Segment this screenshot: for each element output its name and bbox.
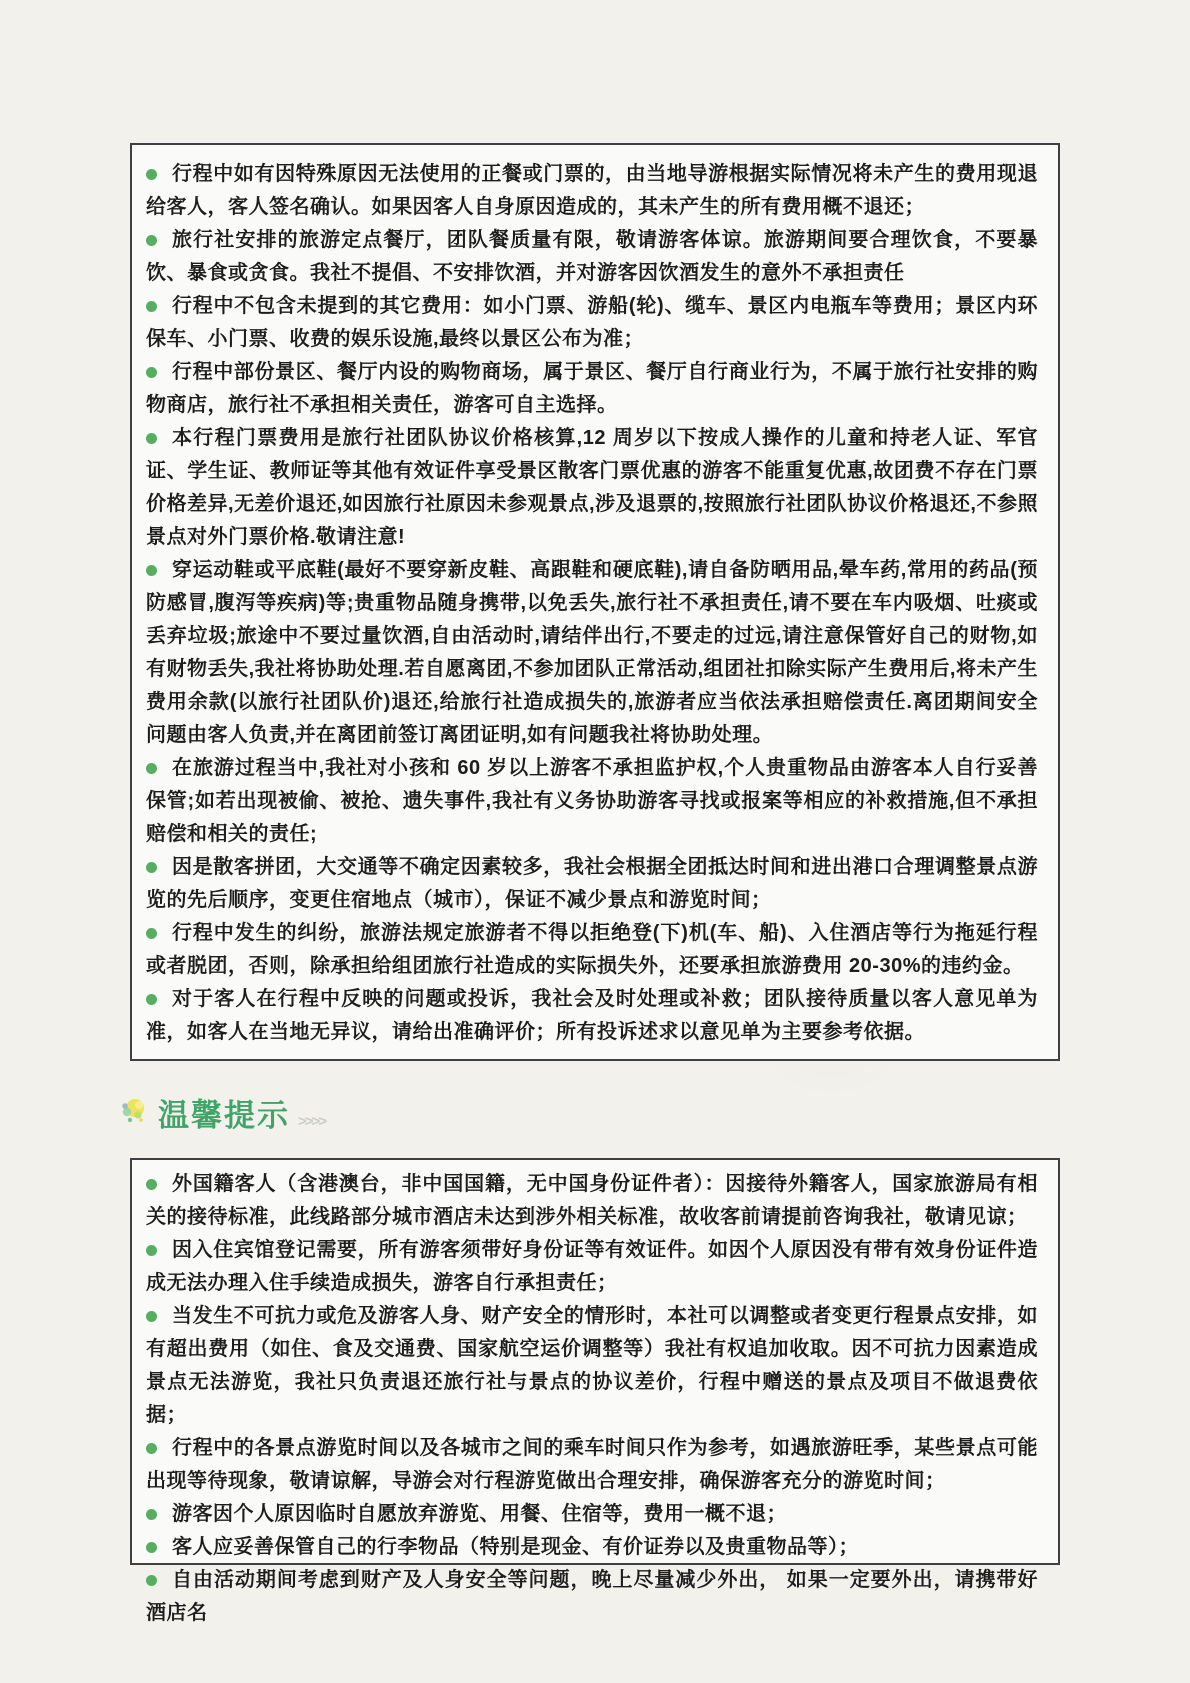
terms-list-item <box>132 917 1038 983</box>
terms-list-item <box>132 983 1038 1049</box>
tips-list-item <box>132 1531 1038 1564</box>
terms-list-item <box>132 290 1038 356</box>
lightbulb-icon <box>116 1095 150 1129</box>
terms-item-text: 在旅游过程当中,我社对小孩和 60 岁以上游客不承担监护权,个人贵重物品由游客本人自行妥善保管;如若出现被偷、被抢、遗失事件,我社有义务协助游客寻找或报案等相应的补救措施,但不承担赔偿和相关的责任; <box>146 757 1038 845</box>
green-bullet-icon <box>146 1509 157 1520</box>
green-bullet-icon <box>146 862 157 873</box>
terms-item-text: 行程中不包含未提到的其它费用：如小门票、游船(轮)、缆车、景区内电瓶车等费用；景区内环保车、小门票、收费的娱乐设施,最终以景区公布为准； <box>146 295 1038 350</box>
terms-list-item <box>132 422 1038 554</box>
terms-item-text: 对于客人在行程中反映的问题或投诉，我社会及时处理或补救；团队接待质量以客人意见单为准，如客人在当地无异议，请给出准确评价；所有投诉述求以意见单为主要参考依据。 <box>146 988 1038 1043</box>
green-bullet-icon <box>146 367 157 378</box>
green-bullet-icon <box>146 1542 157 1553</box>
tips-item-text: 自由活动期间考虑到财产及人身安全等问题，晚上尽量减少外出， 如果一定要外出，请携带好酒店名 <box>146 1569 1038 1624</box>
green-bullet-icon <box>146 1245 157 1256</box>
green-bullet-icon <box>146 1443 157 1454</box>
terms-item-text: 行程中发生的纠纷，旅游法规定旅游者不得以拒绝登(下)机(车、船)、入住酒店等行为拖延行程或者脱团，否则，除承担给组团旅行社造成的实际损失外，还要承担旅游费用 20-30%的违约金。 <box>146 922 1038 977</box>
terms-item-text: 行程中部份景区、餐厅内设的购物商场，属于景区、餐厅自行商业行为，不属于旅行社安排的购物商店，旅行社不承担相关责任，游客可自主选择。 <box>146 361 1038 416</box>
tips-item-text: 外国籍客人（含港澳台，非中国国籍，无中国身份证件者）：因接待外籍客人，国家旅游局有相关的接待标准，此线路部分城市酒店未达到涉外相关标准，故收客前请提前咨询我社，敬请见谅； <box>146 1173 1038 1228</box>
tips-item-text: 游客因个人原因临时自愿放弃游览、用餐、住宿等，费用一概不退； <box>172 1503 787 1525</box>
tips-notes-box <box>130 1158 1060 1624</box>
tips-list-item <box>132 1564 1038 1630</box>
green-bullet-icon <box>146 763 157 774</box>
green-bullet-icon <box>146 433 157 444</box>
tips-item-text: 客人应妥善保管自己的行李物品（特别是现金、有价证券以及贵重物品等）； <box>172 1536 859 1558</box>
green-bullet-icon <box>146 994 157 1005</box>
green-bullet-icon <box>146 169 157 180</box>
green-bullet-icon <box>146 928 157 939</box>
terms-list-item <box>132 356 1038 422</box>
green-bullet-icon <box>146 1179 157 1190</box>
tips-section-header <box>116 1090 325 1134</box>
terms-notes-box <box>130 143 1060 1061</box>
tips-list-item <box>132 1300 1038 1432</box>
tips-section-title: 温馨提示 <box>158 1097 290 1133</box>
green-bullet-icon <box>146 1311 157 1322</box>
tips-list-item <box>132 1168 1038 1234</box>
tips-item-text: 当发生不可抗力或危及游客人身、财产安全的情形时，本社可以调整或者变更行程景点安排，如有超出费用（如住、食及交通费、国家航空运价调整等）我社有权追加收取。因不可抗力因素造成景点无法游览，我社只负责退还旅行社与景点的协议差价，行程中赠送的景点及项目不做退费依据； <box>146 1305 1038 1426</box>
terms-list-item <box>132 224 1038 290</box>
terms-item-text: 穿运动鞋或平底鞋(最好不要穿新皮鞋、高跟鞋和硬底鞋),请自备防晒用品,晕车药,常用的药品(预防感冒,腹泻等疾病)等;贵重物品随身携带,以免丢失,旅行社不承担责任,请不要在车内吸烟、吐痰或丢弃垃圾;旅途中不要过量饮酒,自由活动时,请结伴出行,不要走的过远,请注意保管好自己的财物,如有财物丢失,我社将协助处理.若自愿离团,不参加团队正常活动,组团社扣除实际产生费用后,将未产生费用余款(以旅行社团队价)退还,给旅行社造成损失的,旅游者应当依法承担赔偿责任.离团期间安全问题由客人负责,并在离团前签订离团证明,如有问题我社将协助处理。 <box>146 559 1038 746</box>
green-bullet-icon <box>146 301 157 312</box>
terms-list-item <box>132 554 1038 752</box>
terms-list-item <box>132 752 1038 851</box>
green-bullet-icon <box>146 1575 157 1586</box>
tips-list-item <box>132 1234 1038 1300</box>
terms-item-text: 旅行社安排的旅游定点餐厅，团队餐质量有限，敬请游客体谅。旅游期间要合理饮食，不要暴饮、暴食或贪食。我社不提倡、不安排饮酒，并对游客因饮酒发生的意外不承担责任 <box>146 229 1038 284</box>
terms-item-text: 行程中如有因特殊原因无法使用的正餐或门票的，由当地导游根据实际情况将未产生的费用现退给客人，客人签名确认。如果因客人自身原因造成的，其未产生的所有费用概不退还； <box>146 163 1038 218</box>
tips-item-text: 因入住宾馆登记需要，所有游客须带好身份证等有效证件。如因个人原因没有带有效身份证件造成无法办理入住手续造成损失，游客自行承担责任； <box>146 1239 1038 1294</box>
tips-list-item <box>132 1498 1038 1531</box>
terms-list-item <box>132 158 1038 224</box>
tips-list-item <box>132 1432 1038 1498</box>
chevrons-decor-icon: >>>> <box>298 1113 326 1130</box>
terms-list-item <box>132 851 1038 917</box>
green-bullet-icon <box>146 565 157 576</box>
tips-item-text: 行程中的各景点游览时间以及各城市之间的乘车时间只作为参考，如遇旅游旺季，某些景点可能出现等待现象，敬请谅解，导游会对行程游览做出合理安排，确保游客充分的游览时间； <box>146 1437 1038 1492</box>
terms-item-text: 本行程门票费用是旅行社团队协议价格核算,12 周岁以下按成人操作的儿童和持老人证、军官证、学生证、教师证等其他有效证件享受景区散客门票优惠的游客不能重复优惠,故团费不存在门票价格差异,无差价退还,如因旅行社原因未参观景点,涉及退票的,按照旅行社团队协议价格退还,不参照景点对外门票价格.敬请注意! <box>146 427 1038 548</box>
terms-item-text: 因是散客拼团，大交通等不确定因素较多，我社会根据全团抵达时间和进出港口合理调整景点游览的先后顺序，变更住宿地点（城市），保证不减少景点和游览时间； <box>146 856 1038 911</box>
green-bullet-icon <box>146 235 157 246</box>
